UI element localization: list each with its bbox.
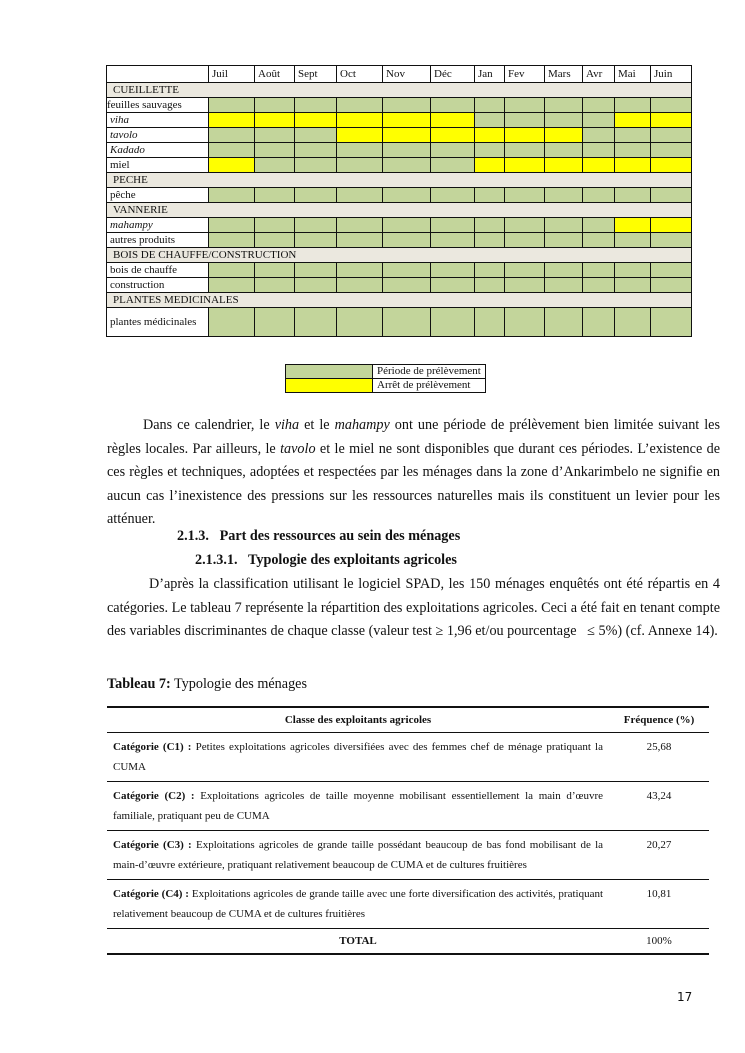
harvest-period-cell bbox=[505, 188, 545, 203]
harvest-period-cell bbox=[383, 188, 431, 203]
harvest-period-cell bbox=[337, 263, 383, 278]
stop-period-cell bbox=[383, 113, 431, 128]
harvest-period-cell bbox=[295, 308, 337, 337]
month-header: Août bbox=[255, 66, 295, 83]
section-title: PECHE bbox=[107, 173, 692, 188]
section-title: CUEILLETTE bbox=[107, 83, 692, 98]
harvest-period-cell bbox=[255, 233, 295, 248]
harvest-period-cell bbox=[475, 233, 505, 248]
harvest-period-cell bbox=[337, 188, 383, 203]
legend-row-stop bbox=[286, 379, 486, 393]
harvest-period-cell bbox=[583, 128, 615, 143]
calendar-corner-cell bbox=[107, 66, 209, 83]
caption-label: Tableau 7: bbox=[107, 676, 171, 692]
harvest-period-cell bbox=[337, 218, 383, 233]
month-header: Avr bbox=[583, 66, 615, 83]
resource-label: bois de chauffe bbox=[107, 263, 209, 278]
calendar-resource-row bbox=[107, 158, 692, 173]
resource-label: viha bbox=[107, 113, 209, 128]
harvest-period-cell bbox=[505, 113, 545, 128]
italic-term: mahampy bbox=[334, 417, 390, 433]
harvest-period-cell bbox=[475, 143, 505, 158]
stop-period-cell bbox=[475, 128, 505, 143]
harvest-period-cell bbox=[255, 158, 295, 173]
harvest-period-cell bbox=[545, 113, 583, 128]
stop-period-cell bbox=[475, 158, 505, 173]
calendar-section-row bbox=[107, 203, 692, 218]
harvest-period-cell bbox=[545, 233, 583, 248]
month-header: Mai bbox=[615, 66, 651, 83]
harvest-period-cell bbox=[255, 143, 295, 158]
harvest-period-cell bbox=[209, 278, 255, 293]
harvest-period-cell bbox=[651, 98, 692, 113]
stop-period-cell bbox=[615, 113, 651, 128]
harvest-period-cell bbox=[505, 218, 545, 233]
harvest-period-cell bbox=[383, 263, 431, 278]
month-header: Fev bbox=[505, 66, 545, 83]
harvest-period-cell bbox=[545, 98, 583, 113]
month-header: Nov bbox=[383, 66, 431, 83]
italic-term: tavolo bbox=[280, 440, 316, 457]
harvest-period-cell bbox=[475, 308, 505, 337]
harvest-period-cell bbox=[431, 233, 475, 248]
harvest-period-cell bbox=[583, 98, 615, 113]
harvest-period-cell bbox=[383, 218, 431, 233]
harvest-period-cell bbox=[295, 278, 337, 293]
calendar-resource-row bbox=[107, 263, 692, 278]
harvest-period-cell bbox=[209, 128, 255, 143]
harvest-period-cell bbox=[615, 188, 651, 203]
text-run: et le bbox=[299, 417, 335, 433]
category-frequency: 10,81 bbox=[609, 880, 709, 929]
harvest-period-cell bbox=[615, 128, 651, 143]
harvest-period-cell bbox=[337, 233, 383, 248]
harvest-period-cell bbox=[545, 188, 583, 203]
italic-term: viha bbox=[274, 417, 300, 433]
month-header: Jan bbox=[475, 66, 505, 83]
harvest-period-cell bbox=[475, 188, 505, 203]
harvest-period-cell bbox=[583, 233, 615, 248]
harvest-period-cell bbox=[431, 188, 475, 203]
stop-period-cell bbox=[209, 113, 255, 128]
typology-row bbox=[107, 880, 709, 929]
harvest-period-cell bbox=[431, 218, 475, 233]
calendar-resource-row bbox=[107, 308, 692, 337]
harvest-period-cell bbox=[651, 263, 692, 278]
legend-swatch-stop bbox=[286, 379, 373, 393]
calendar-paragraph bbox=[107, 414, 720, 532]
month-header: Sept bbox=[295, 66, 337, 83]
harvest-period-cell bbox=[337, 278, 383, 293]
harvest-period-cell bbox=[583, 308, 615, 337]
harvest-period-cell bbox=[505, 278, 545, 293]
harvest-period-cell bbox=[209, 263, 255, 278]
harvest-period-cell bbox=[383, 278, 431, 293]
stop-period-cell bbox=[383, 128, 431, 143]
harvest-period-cell bbox=[475, 113, 505, 128]
stop-period-cell bbox=[209, 158, 255, 173]
stop-period-cell bbox=[255, 113, 295, 128]
harvest-period-cell bbox=[295, 263, 337, 278]
calendar-header-row bbox=[107, 66, 692, 83]
resource-label: autres produits bbox=[107, 233, 209, 248]
harvest-period-cell bbox=[383, 233, 431, 248]
harvest-period-cell bbox=[383, 308, 431, 337]
section-title: BOIS DE CHAUFFE/CONSTRUCTION bbox=[107, 248, 692, 263]
section-heading-2-1-3: 2.1.3. Part des ressources au sein des ménages bbox=[177, 528, 461, 544]
harvest-period-cell bbox=[431, 308, 475, 337]
harvest-period-cell bbox=[295, 188, 337, 203]
resource-label: miel bbox=[107, 158, 209, 173]
text-run: D’après la classification utilisant le logiciel SPAD, les 150 ménages enquêtés ont été répartis en 4 catégories. Le tableau 7 représente la répartition des exploitations agricoles. Ceci a été fait en tenant compte des variables discriminantes de chaque classe (valeur test ≥ 1,96 et/ou pourcentage ≤ 5%) (cf. Annexe 14). bbox=[107, 576, 724, 639]
calendar-resource-row bbox=[107, 128, 692, 143]
harvest-period-cell bbox=[615, 98, 651, 113]
stop-period-cell bbox=[431, 113, 475, 128]
harvest-period-cell bbox=[431, 263, 475, 278]
month-header: Mars bbox=[545, 66, 583, 83]
stop-period-cell bbox=[337, 113, 383, 128]
category-text: Petites exploitations agricoles diversifiées avec des femmes chef de ménage pratiquant la CUMA bbox=[113, 741, 603, 773]
harvest-period-cell bbox=[475, 263, 505, 278]
category-text: Exploitations agricoles de grande taille possédant beaucoup de bas fond mobilisant de la main-d’œuvre extérieure, pratiquant relativement beaucoup de CUMA et de cultures fruitières bbox=[113, 839, 604, 871]
harvest-period-cell bbox=[337, 158, 383, 173]
harvest-period-cell bbox=[295, 233, 337, 248]
harvest-period-cell bbox=[505, 233, 545, 248]
category-description bbox=[107, 831, 609, 880]
text-run: Dans ce calendrier, le bbox=[143, 417, 275, 433]
resource-label: Kadado bbox=[107, 143, 209, 158]
harvest-period-cell bbox=[209, 233, 255, 248]
harvest-period-cell bbox=[651, 128, 692, 143]
legend-label-period: Période de prélèvement bbox=[373, 365, 486, 379]
resource-label: plantes médicinales bbox=[107, 308, 209, 337]
harvest-period-cell bbox=[295, 128, 337, 143]
legend-label-stop: Arrêt de prélèvement bbox=[373, 379, 486, 393]
harvest-period-cell bbox=[545, 143, 583, 158]
text-run: ont une période de prélèvement bien limitée suivant les règles locales. Par ailleurs, le bbox=[107, 417, 720, 457]
typology-row bbox=[107, 831, 709, 880]
category-frequency: 43,24 bbox=[609, 782, 709, 831]
harvest-period-cell bbox=[431, 158, 475, 173]
legend-swatch-period bbox=[286, 365, 373, 379]
calendar-resource-row bbox=[107, 233, 692, 248]
resource-label: mahampy bbox=[107, 218, 209, 233]
harvest-period-cell bbox=[651, 278, 692, 293]
month-header: Oct bbox=[337, 66, 383, 83]
harvest-period-cell bbox=[295, 143, 337, 158]
stop-period-cell bbox=[651, 218, 692, 233]
harvest-calendar-table bbox=[106, 65, 692, 337]
harvest-period-cell bbox=[209, 188, 255, 203]
stop-period-cell bbox=[615, 218, 651, 233]
harvest-period-cell bbox=[583, 263, 615, 278]
harvest-period-cell bbox=[475, 218, 505, 233]
stop-period-cell bbox=[545, 158, 583, 173]
stop-period-cell bbox=[505, 128, 545, 143]
harvest-period-cell bbox=[583, 188, 615, 203]
calendar-section-row bbox=[107, 173, 692, 188]
category-text: Exploitations agricoles de grande taille avec une forte diversification des activités, pratiquant relativement beaucoup de CUMA et de cultures fruitières bbox=[113, 888, 604, 920]
stop-period-cell bbox=[295, 113, 337, 128]
harvest-period-cell bbox=[383, 158, 431, 173]
harvest-period-cell bbox=[615, 143, 651, 158]
harvest-period-cell bbox=[295, 158, 337, 173]
resource-label: construction bbox=[107, 278, 209, 293]
harvest-period-cell bbox=[209, 308, 255, 337]
total-label: TOTAL bbox=[107, 929, 609, 955]
caption-title: Typologie des ménages bbox=[170, 676, 307, 692]
harvest-period-cell bbox=[651, 308, 692, 337]
harvest-period-cell bbox=[651, 188, 692, 203]
harvest-period-cell bbox=[545, 278, 583, 293]
harvest-period-cell bbox=[337, 143, 383, 158]
category-text: Exploitations agricoles de taille moyenne mobilisant essentiellement la main d’œuvre familiale, pratiquant peu de CUMA bbox=[113, 790, 603, 822]
category-label: Catégorie (C4) : bbox=[113, 888, 189, 900]
column-header-frequency: Fréquence (%) bbox=[609, 707, 709, 733]
harvest-period-cell bbox=[651, 233, 692, 248]
category-label: Catégorie (C3) : bbox=[113, 839, 192, 851]
harvest-period-cell bbox=[337, 308, 383, 337]
harvest-period-cell bbox=[295, 218, 337, 233]
harvest-period-cell bbox=[615, 233, 651, 248]
harvest-period-cell bbox=[295, 98, 337, 113]
harvest-period-cell bbox=[337, 98, 383, 113]
section-heading-2-1-3-1: 2.1.3.1. Typologie des exploitants agricoles bbox=[195, 552, 457, 568]
category-description bbox=[107, 782, 609, 831]
harvest-period-cell bbox=[505, 98, 545, 113]
harvest-period-cell bbox=[255, 263, 295, 278]
column-header-class: Classe des exploitants agricoles bbox=[107, 707, 609, 733]
calendar-resource-row bbox=[107, 143, 692, 158]
harvest-period-cell bbox=[383, 143, 431, 158]
harvest-period-cell bbox=[505, 263, 545, 278]
stop-period-cell bbox=[337, 128, 383, 143]
category-frequency: 25,68 bbox=[609, 733, 709, 782]
category-label: Catégorie (C1) : bbox=[113, 741, 192, 753]
harvest-period-cell bbox=[383, 98, 431, 113]
calendar-resource-row bbox=[107, 113, 692, 128]
harvest-period-cell bbox=[505, 143, 545, 158]
resource-label: feuilles sauvages bbox=[107, 98, 209, 113]
typology-paragraph bbox=[107, 573, 724, 644]
category-label: Catégorie (C2) : bbox=[113, 790, 195, 802]
category-frequency: 20,27 bbox=[609, 831, 709, 880]
harvest-period-cell bbox=[255, 278, 295, 293]
stop-period-cell bbox=[615, 158, 651, 173]
stop-period-cell bbox=[651, 113, 692, 128]
harvest-period-cell bbox=[255, 128, 295, 143]
month-header: Juil bbox=[209, 66, 255, 83]
harvest-period-cell bbox=[209, 98, 255, 113]
category-description bbox=[107, 880, 609, 929]
stop-period-cell bbox=[583, 158, 615, 173]
harvest-period-cell bbox=[545, 218, 583, 233]
harvest-period-cell bbox=[431, 98, 475, 113]
harvest-period-cell bbox=[431, 143, 475, 158]
calendar-resource-row bbox=[107, 188, 692, 203]
harvest-period-cell bbox=[545, 263, 583, 278]
harvest-period-cell bbox=[431, 278, 475, 293]
calendar-resource-row bbox=[107, 98, 692, 113]
stop-period-cell bbox=[431, 128, 475, 143]
calendar-resource-row bbox=[107, 218, 692, 233]
harvest-period-cell bbox=[583, 113, 615, 128]
total-value: 100% bbox=[609, 929, 709, 955]
stop-period-cell bbox=[545, 128, 583, 143]
harvest-period-cell bbox=[475, 278, 505, 293]
typology-row bbox=[107, 733, 709, 782]
calendar-section-row bbox=[107, 293, 692, 308]
month-header: Déc bbox=[431, 66, 475, 83]
text-run: et le miel ne sont disponibles que durant ces périodes. L’existence de ces règles et techniques, adoptées et respectées par les ménages dans la zone d’Ankarimbelo ne signifie en aucun cas l’inexistence des pressions sur les ressources naturelles mais ils constituent un levier pour les atténuer. bbox=[107, 440, 720, 527]
harvest-period-cell bbox=[475, 98, 505, 113]
resource-label: tavolo bbox=[107, 128, 209, 143]
typology-row bbox=[107, 782, 709, 831]
section-title: VANNERIE bbox=[107, 203, 692, 218]
harvest-period-cell bbox=[615, 308, 651, 337]
resource-label: pêche bbox=[107, 188, 209, 203]
calendar-resource-row bbox=[107, 278, 692, 293]
stop-period-cell bbox=[651, 158, 692, 173]
harvest-period-cell bbox=[615, 263, 651, 278]
harvest-period-cell bbox=[583, 278, 615, 293]
typology-total-row bbox=[107, 929, 709, 955]
typology-header-row bbox=[107, 707, 709, 733]
category-description bbox=[107, 733, 609, 782]
legend-row-period bbox=[286, 365, 486, 379]
page-number: 17 bbox=[677, 990, 693, 1004]
harvest-period-cell bbox=[255, 98, 295, 113]
harvest-period-cell bbox=[615, 278, 651, 293]
typology-table bbox=[107, 706, 709, 955]
stop-period-cell bbox=[505, 158, 545, 173]
harvest-period-cell bbox=[255, 188, 295, 203]
harvest-period-cell bbox=[255, 218, 295, 233]
table-7-caption bbox=[107, 676, 307, 693]
month-header: Juin bbox=[651, 66, 692, 83]
harvest-period-cell bbox=[651, 143, 692, 158]
harvest-period-cell bbox=[505, 308, 545, 337]
harvest-period-cell bbox=[209, 218, 255, 233]
harvest-period-cell bbox=[209, 143, 255, 158]
calendar-section-row bbox=[107, 83, 692, 98]
harvest-period-cell bbox=[545, 308, 583, 337]
harvest-period-cell bbox=[583, 143, 615, 158]
harvest-period-cell bbox=[255, 308, 295, 337]
calendar-section-row bbox=[107, 248, 692, 263]
calendar-legend bbox=[285, 364, 486, 393]
section-title: PLANTES MEDICINALES bbox=[107, 293, 692, 308]
harvest-period-cell bbox=[583, 218, 615, 233]
